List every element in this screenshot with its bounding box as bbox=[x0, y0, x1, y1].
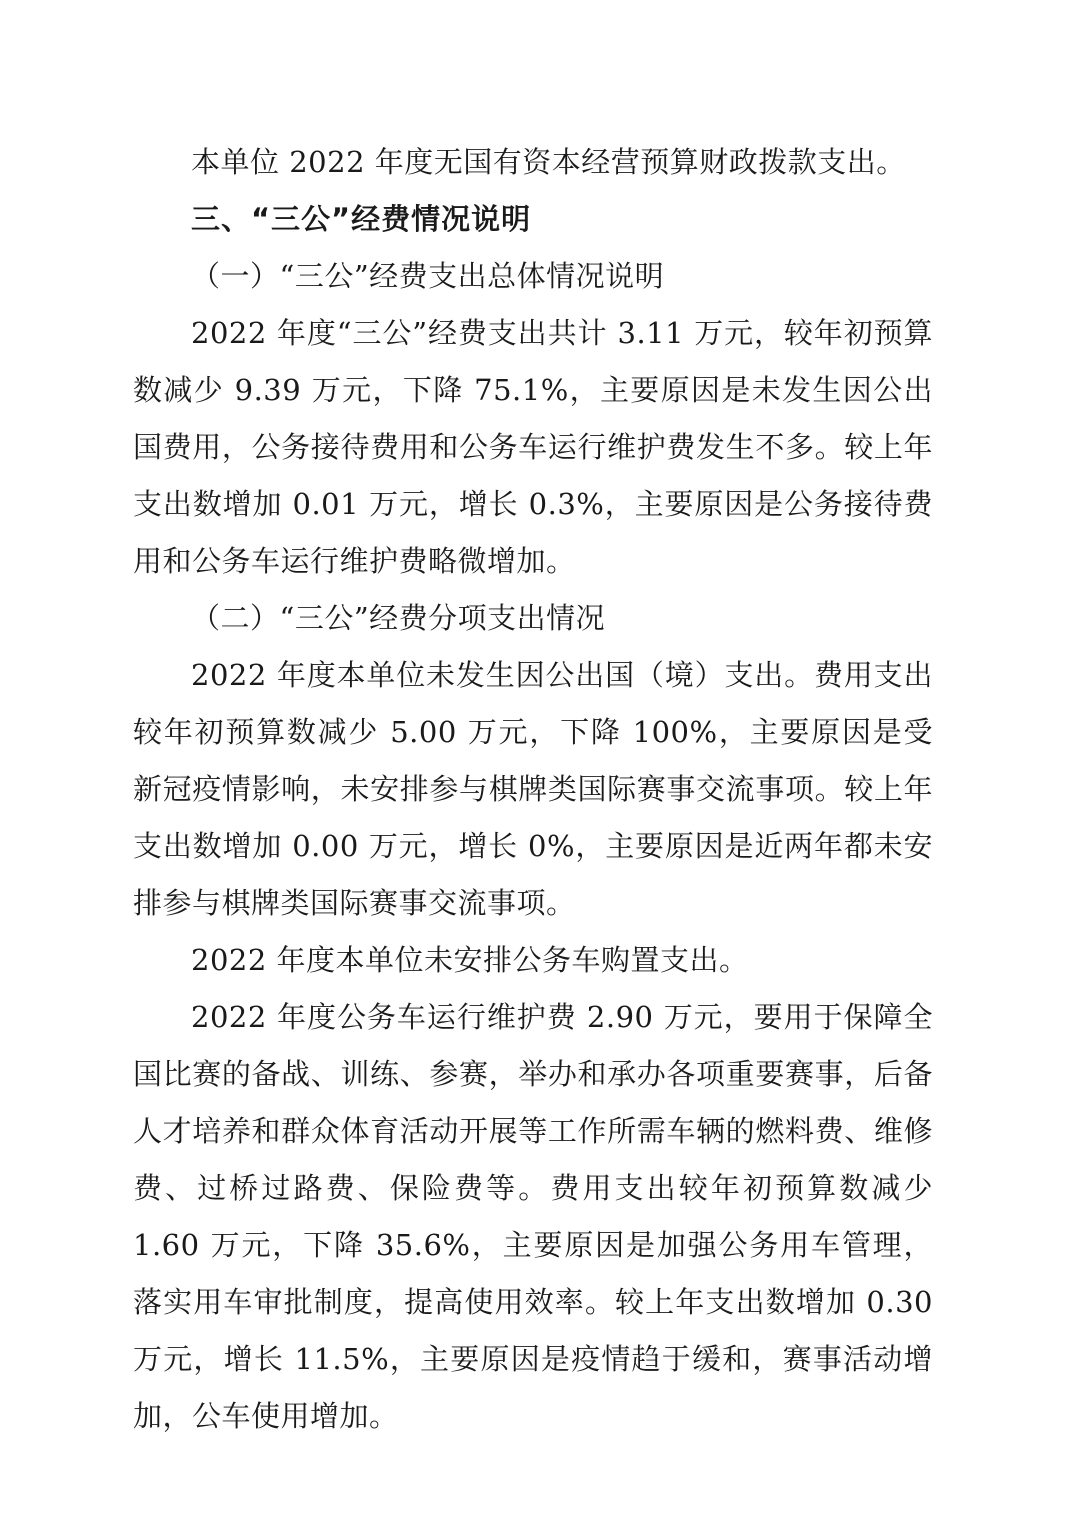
subheading-itemized-expense-situation: （二）“三公”经费分项支出情况 bbox=[191, 601, 606, 635]
paragraph-no-vehicle-purchase: 2022 年度本单位未安排公务车购置支出。 bbox=[191, 943, 749, 977]
section-heading-three-public-expenses: 三、“三公”经费情况说明 bbox=[191, 202, 532, 236]
paragraph-no-state-capital-budget: 本单位 2022 年度无国有资本经营预算财政拨款支出。 bbox=[191, 145, 906, 179]
subheading-overall-expense-situation: （一）“三公”经费支出总体情况说明 bbox=[191, 259, 665, 293]
document-body bbox=[133, 134, 933, 1445]
paragraph-overall-expense-detail: 2022 年度“三公”经费支出共计 3.11 万元，较年初预算数减少 9.39 万元，下降 75.1%，主要原因是未发生因公出国费用，公务接待费用和公务车运行维护费发生不多。较上年支出数增加 0.01 万元，增长 0.3%，主要原因是公务接待费用和公务车运行维护费略微增加。 bbox=[133, 316, 933, 578]
paragraph-vehicle-operation-maintenance: 2022 年度公务车运行维护费 2.90 万元，要用于保障全国比赛的备战、训练、参赛，举办和承办各项重要赛事，后备人才培养和群众体育活动开展等工作所需车辆的燃料费、维修费、过桥过路费、保险费等。费用支出较年初预算数减少 1.60 万元，下降 35.6%，主要原因是加强公务用车管理，落实用车审批制度，提高使用效率。较上年支出数增加 0.30 万元，增长 11.5%，主要原因是疫情趋于缓和，赛事活动增加，公车使用增加。 bbox=[133, 1000, 933, 1433]
paragraph-overseas-travel-expense: 2022 年度本单位未发生因公出国（境）支出。费用支出较年初预算数减少 5.00 万元，下降 100%，主要原因是受新冠疫情影响，未安排参与棋牌类国际赛事交流事项。较上年支出数增加 0.00 万元，增长 0%，主要原因是近两年都未安排参与棋牌类国际赛事交流事项。 bbox=[133, 658, 933, 920]
